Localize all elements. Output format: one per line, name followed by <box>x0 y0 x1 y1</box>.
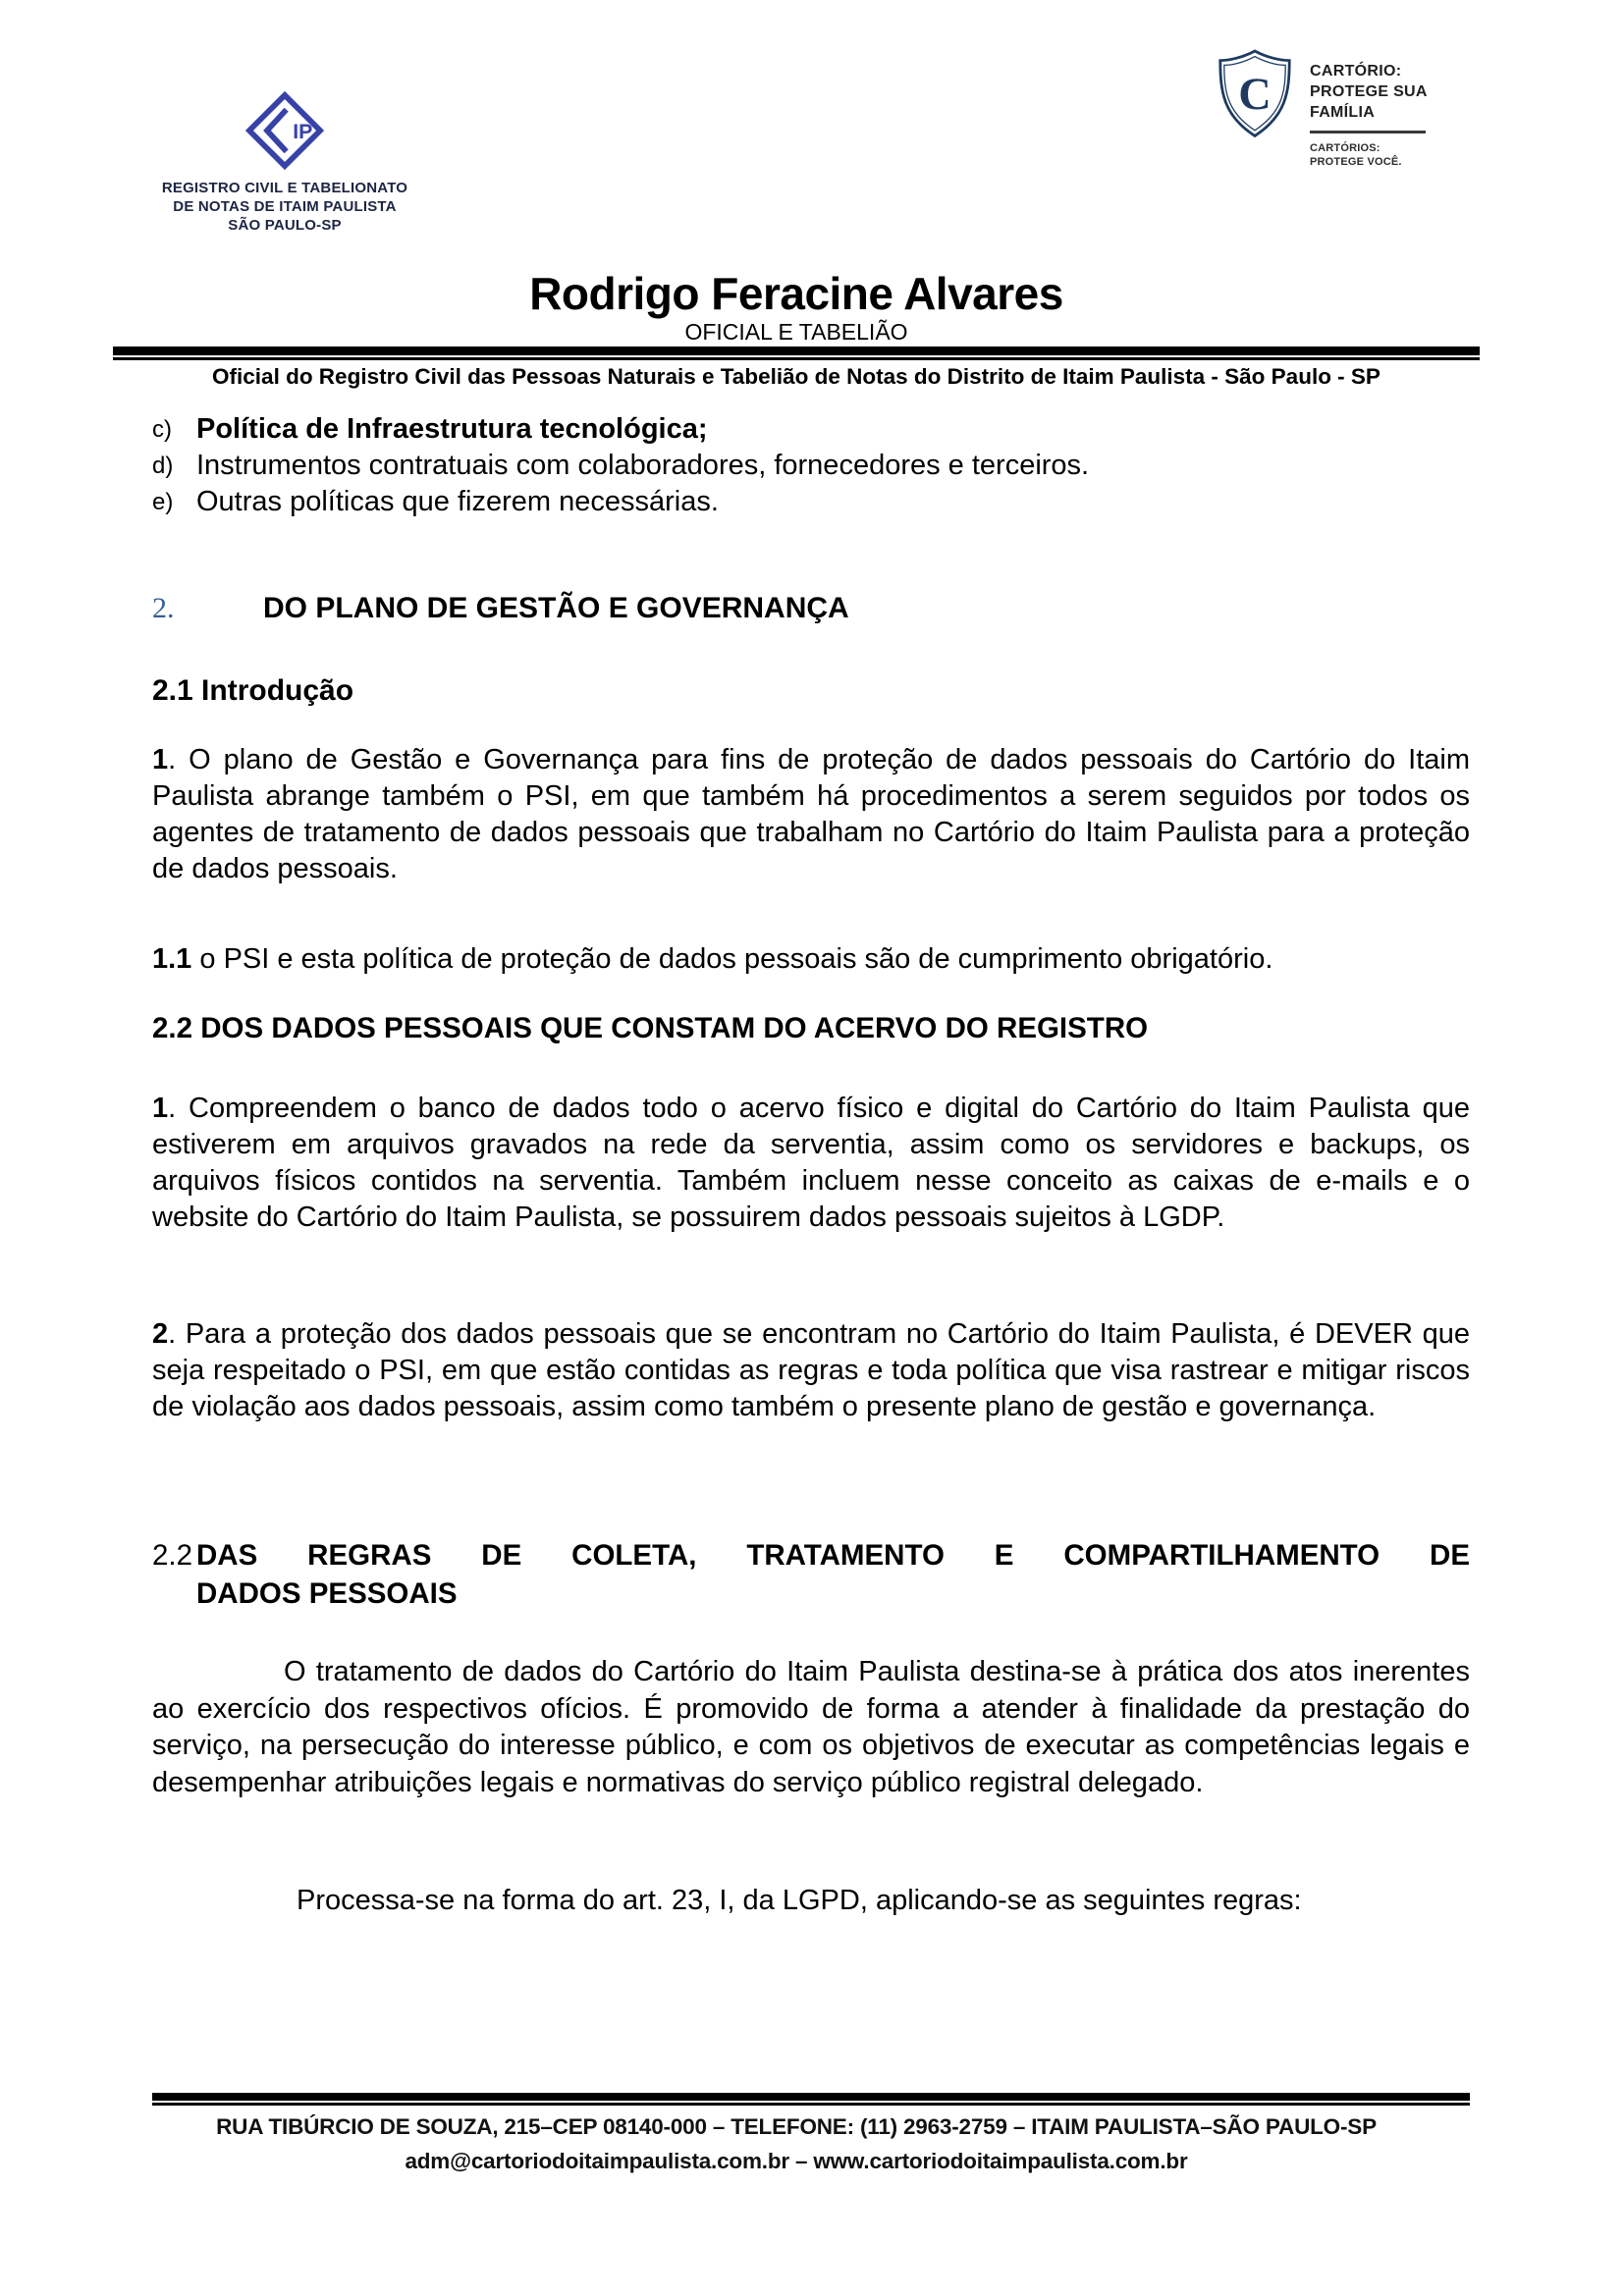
list-marker-c: c) <box>152 416 172 443</box>
policy-list <box>152 411 1470 520</box>
paragraph-22a-1 <box>152 1091 1470 1236</box>
logo-monogram-ip: IP <box>293 120 313 144</box>
registry-logo <box>157 90 412 235</box>
section-22b-title-line2: DADOS PESSOAIS <box>196 1577 458 1610</box>
paragraph-21-11-number: 1.1 <box>152 943 192 975</box>
shield-c-icon <box>1216 47 1294 141</box>
office-subtitle: Oficial do Registro Civil das Pessoas Naturais e Tabelião de Notas do Distrito de Itaim Paulista - São Paulo - SP <box>212 364 1380 389</box>
paragraph-21-11 <box>152 941 1470 978</box>
section-22b-heading <box>152 1536 1470 1613</box>
cartorio-brand-logo <box>1216 47 1428 169</box>
paragraph-22a-2 <box>152 1316 1470 1425</box>
paragraph-21-1-number: 1 <box>152 744 169 775</box>
section-22b-number: 2.2 <box>152 1539 193 1572</box>
paragraph-22a-2-text: . Para a proteção dos dados pessoais que se encontram no Cartório do Itaim Paulista, é DEVER que seja respeitado o PSI, em que estão contidas as regras e toda política que visa rastrear e mitigar riscos de violação aos dados pessoais, assim como também o presente plano de gestão e governança. <box>152 1318 1470 1422</box>
list-text-d: Instrumentos contratuais com colaboradores, fornecedores e terceiros. <box>196 450 1090 481</box>
list-item-c <box>152 411 1470 448</box>
brand-subline-2: PROTEGE VOCÊ. <box>1310 156 1402 168</box>
section-2-heading <box>152 590 1470 627</box>
list-text-c: Política de Infraestrutura tecnológica; <box>196 413 708 445</box>
officer-name-title: Rodrigo Feracine Alvares <box>529 268 1063 319</box>
list-marker-d: d) <box>152 453 174 479</box>
officer-role: OFICIAL E TABELIÃO <box>684 319 908 345</box>
section-22a-heading: 2.2 DOS DADOS PESSOAIS QUE CONSTAM DO ACERVO DO REGISTRO <box>152 1012 1149 1044</box>
shield-monogram-c: C <box>1238 70 1272 121</box>
footer-contact: adm@cartoriodoitaimpaulista.com.br – www.cartoriodoitaimpaulista.com.br <box>405 2149 1188 2173</box>
paragraph-21-1-text: . O plano de Gestão e Governança para fins de proteção de dados pessoais do Cartório do Itaim Paulista abrange também o PSI, em que também há procedimentos a serem seguidos por todos os agentes de tratamento de dados pessoais que trabalham no Cartório do Itaim Paulista para a proteção de dados pessoais. <box>152 744 1470 884</box>
section-22b-title-line1: DAS REGRAS DE COLETA, TRATAMENTO E COMPARTILHAMENTO DE <box>196 1539 1470 1572</box>
list-item-e <box>152 484 1470 520</box>
brand-tagline-1: CARTÓRIO: <box>1310 63 1402 80</box>
section-21-heading: 2.1 Introdução <box>152 674 354 707</box>
registry-logo-line2: DE NOTAS DE ITAIM PAULISTA <box>173 198 397 215</box>
list-marker-e: e) <box>152 489 174 515</box>
header-rule <box>113 347 1480 360</box>
diamond-ip-icon <box>244 90 325 171</box>
paragraph-21-1 <box>152 742 1470 887</box>
brand-tagline-2: PROTEGE SUA <box>1310 83 1428 100</box>
section-2-number: 2. <box>152 592 175 624</box>
brand-divider <box>1310 131 1426 133</box>
list-text-e: Outras políticas que fizerem necessárias. <box>196 486 719 517</box>
paragraph-22b-2: Processa-se na forma do art. 23, I, da LGPD, aplicando-se as seguintes regras: <box>297 1885 1302 1916</box>
brand-subline-1: CARTÓRIOS: <box>1310 142 1380 154</box>
footer-address: RUA TIBÚRCIO DE SOUZA, 215–CEP 08140-000 – TELEFONE: (11) 2963-2759 – ITAIM PAULISTA–SÃO PAULO-SP <box>216 2114 1377 2139</box>
registry-logo-line3: SÃO PAULO-SP <box>228 217 342 234</box>
paragraph-21-11-text: o PSI e esta política de proteção de dados pessoais são de cumprimento obrigatório. <box>191 943 1273 975</box>
brand-tagline-3: FAMÍLIA <box>1310 104 1376 121</box>
section-2-title: DO PLANO DE GESTÃO E GOVERNANÇA <box>263 592 849 624</box>
registry-logo-line1: REGISTRO CIVIL E TABELIONATO <box>161 180 408 196</box>
paragraph-22a-2-number: 2 <box>152 1318 169 1350</box>
footer-rule <box>152 2093 1470 2106</box>
paragraph-22a-1-number: 1 <box>152 1093 169 1124</box>
list-item-d <box>152 448 1470 484</box>
paragraph-22b-1: O tratamento de dados do Cartório do Itaim Paulista destina-se à prática dos atos inerentes ao exercício dos respectivos ofícios. É promovido de forma a atender à finalidade da prestação do serviço, na persecução do interesse público, e com os objetivos de executar as competências legais e desempenhar atribuições legais e normativas do serviço público registral delegado. <box>152 1656 1470 1798</box>
paragraph-22a-1-text: . Compreendem o banco de dados todo o acervo físico e digital do Cartório do Itaim Paulista que estiverem em arquivos gravados na rede da serventia, assim como os servidores e backups, os arquivos físicos contidos na serventia. Também incluem nesse conceito as caixas de e-mails e o website do Cartório do Itaim Paulista, se possuirem dados pessoais sujeitos à LGDP. <box>152 1093 1470 1233</box>
